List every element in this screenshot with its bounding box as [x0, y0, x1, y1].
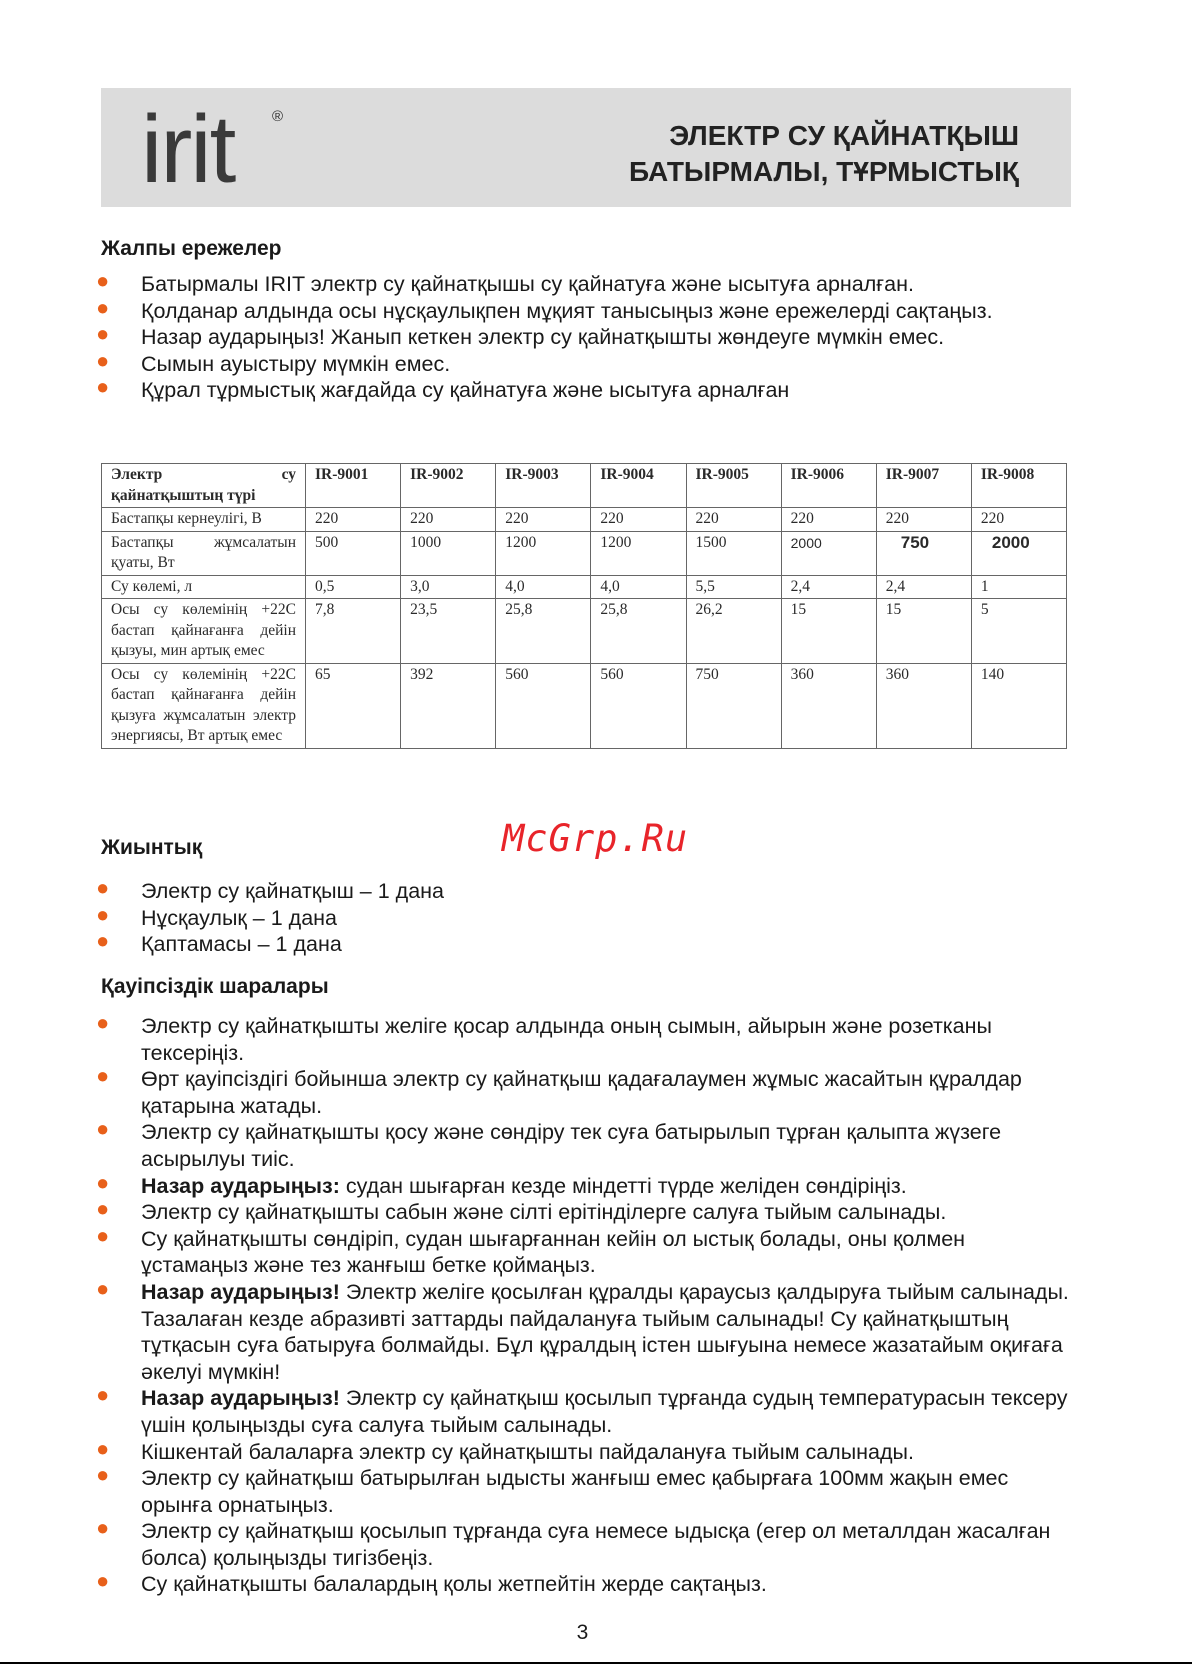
list-item: ● Қолданар алдында осы нұсқаулықпен мұқият танысыңыз және ережелерді сақтаңыз. [96, 294, 993, 323]
table-header-label: Электр су қайнатқыштың түрі [102, 464, 306, 508]
bullet-icon: ● [96, 1169, 110, 1195]
model-header: IR-9005 [686, 464, 781, 508]
list-item: ● Нұсқаулық – 1 дана [96, 901, 337, 930]
table-cell: 15 [876, 599, 971, 664]
table-cell: 220 [686, 508, 781, 532]
table-cell: 560 [591, 663, 686, 748]
table-cell: 4,0 [591, 575, 686, 599]
table-cell: 25,8 [496, 599, 591, 664]
table-cell: 26,2 [686, 599, 781, 664]
model-header: IR-9007 [876, 464, 971, 508]
table-cell: 25,8 [591, 599, 686, 664]
table-cell: 3,0 [401, 575, 496, 599]
kit-list [96, 875, 1076, 958]
general-heading: Жалпы ережелер [101, 237, 282, 260]
table-cell: 750 [876, 531, 971, 575]
model-header: IR-9001 [306, 464, 401, 508]
bottom-rule [0, 1662, 1192, 1664]
table-cell: 560 [496, 663, 591, 748]
table-cell: 15 [781, 599, 876, 664]
list-item: ● Электр су қайнатқыш батырылған ыдысты жанғыш емес қабырғаға 100мм жақын емес орынға орнатыңыз. [96, 1462, 1009, 1517]
bullet-icon: ● [96, 1515, 110, 1541]
list-item: ● Электр су қайнатқышты желіге қосар алдында оның сымын, айырын және розетканы тексеріңіз. [96, 1010, 992, 1065]
list-item: ● Электр су қайнатқыш қосылып тұрғанда суға немесе ыдысқа (егер ол металлдан жасалған болса) қолыңызды тигізбеңіз. [96, 1515, 1051, 1570]
watermark: McGrp.Ru [502, 817, 689, 860]
table-cell: 2000 [971, 531, 1066, 575]
bullet-icon: ● [96, 1462, 110, 1488]
bullet-icon: ● [96, 1222, 110, 1248]
list-item: ● Сымын ауыстыру мүмкін емес. [96, 347, 451, 376]
list-item: ● Электр су қайнатқышты сабын және сілті ерітінділерге салуға тыйым салынады. [96, 1196, 947, 1225]
list-item: ● Назар аударыңыз: судан шығарған кезде міндетті түрде желіден сөндіріңіз. [96, 1169, 907, 1198]
table-row [102, 575, 1067, 599]
table-cell: 4,0 [496, 575, 591, 599]
list-item: ● Су қайнатқышты балалардың қолы жетпейтін жерде сақтаңыз. [96, 1568, 767, 1597]
table-row [102, 508, 1067, 532]
table-cell: 7,8 [306, 599, 401, 664]
model-header: IR-9004 [591, 464, 686, 508]
table-row [102, 663, 1067, 748]
bullet-icon: ● [96, 1196, 110, 1222]
table-cell: 220 [496, 508, 591, 532]
table-cell: 1500 [686, 531, 781, 575]
list-item: ● Құрал тұрмыстық жағдайда су қайнатуға және ысытуға арналған [96, 374, 790, 403]
bullet-icon: ● [96, 321, 110, 347]
list-item: ● Назар аударыңыз! Жанып кеткен электр су қайнатқышты жөндеуге мүмкін емес. [96, 321, 945, 350]
row-label: Осы су көлемінің +22С бастап қайнағанға дейін қызуға жұмсалатын электр энергиясы, Вт артық емес [102, 663, 306, 748]
general-list [96, 268, 1076, 404]
table-header-row [102, 464, 1067, 508]
bullet-icon: ● [96, 1568, 110, 1594]
registered-mark: ® [272, 108, 284, 125]
model-header: IR-9008 [971, 464, 1066, 508]
bullet-icon: ● [96, 374, 110, 400]
bullet-icon: ● [96, 268, 110, 293]
table-cell: 65 [306, 663, 401, 748]
safety-heading: Қауіпсіздік шаралары [101, 975, 329, 998]
table-cell: 23,5 [401, 599, 496, 664]
table-cell: 220 [591, 508, 686, 532]
table-row [102, 599, 1067, 664]
table-cell: 360 [781, 663, 876, 748]
kit-heading: Жиынтық [101, 836, 203, 859]
list-item: ● Кішкентай балаларға электр су қайнатқышты пайдалануға тыйым салынады. [96, 1435, 914, 1464]
table-cell: 2000 [781, 531, 876, 575]
row-label: Осы су көлемінің +22С бастап қайнағанға дейін қызуы, мин артық емес [102, 599, 306, 664]
bullet-icon: ● [96, 347, 110, 373]
safety-list [96, 1010, 1076, 1598]
bullet-icon: ● [96, 875, 110, 900]
table-row [102, 531, 1067, 575]
bullet-icon: ● [96, 901, 110, 927]
table-cell: 220 [306, 508, 401, 532]
table-cell: 1200 [591, 531, 686, 575]
bullet-icon: ● [96, 1435, 110, 1461]
bullet-icon: ● [96, 928, 110, 954]
table-cell: 1 [971, 575, 1066, 599]
table-cell: 220 [401, 508, 496, 532]
list-item: ● Өрт қауіпсіздігі бойынша электр су қайнатқыш қадағалаумен жұмыс жасайтын құралдар қатарына жатады. [96, 1063, 1022, 1118]
table-cell: 1000 [401, 531, 496, 575]
row-label: Бастапқы кернеулігі, В [102, 508, 306, 532]
irit-logo [141, 102, 291, 194]
bullet-icon: ● [96, 294, 110, 320]
list-item: ● Су қайнатқышты сөндіріп, судан шығарғаннан кейін ол ыстық болады, оны қолмен ұстамаңыз және тез жанғыш бетке қоймаңыз. [96, 1222, 966, 1278]
model-header: IR-9002 [401, 464, 496, 508]
list-item: ● Назар аударыңыз! Электр су қайнатқыш қосылып тұрғанда судың температурасын тексеру үшін қолыңызды суға салуға тыйым салынады. [96, 1382, 1068, 1437]
model-header: IR-9003 [496, 464, 591, 508]
table-cell: 750 [686, 663, 781, 748]
bullet-icon: ● [96, 1116, 110, 1142]
table-cell: 0,5 [306, 575, 401, 599]
svg-text:irit: irit [141, 102, 235, 194]
table-cell: 500 [306, 531, 401, 575]
table-cell: 220 [971, 508, 1066, 532]
table-cell: 5 [971, 599, 1066, 664]
table-cell: 2,4 [876, 575, 971, 599]
table-cell: 5,5 [686, 575, 781, 599]
table-cell: 392 [401, 663, 496, 748]
page-number: 3 [576, 1621, 589, 1644]
table-cell: 2,4 [781, 575, 876, 599]
row-label: Бастапқы жұмсалатын қуаты, Вт [102, 531, 306, 575]
table-cell: 220 [876, 508, 971, 532]
row-label: Су көлемі, л [102, 575, 306, 599]
list-item: ● Назар аударыңыз! Электр желіге қосылған құралды қараусыз қалдыруға тыйым салынады. Тазалаған кезде абразивті заттарды пайдалануға тыйым салынады! Су қайнатқыштың тұтқасын суға батыруға болмайды. Бұл құралдың істен шығуына немесе жазатайым оқиғаға әкелуі мүмкін! [96, 1275, 1069, 1384]
table-cell: 220 [781, 508, 876, 532]
list-item: ● Қаптамасы – 1 дана [96, 928, 342, 957]
list-item: ● Электр су қайнатқыш – 1 дана [96, 875, 444, 903]
list-item: ● Электр су қайнатқышты қосу және сөндіру тек суға батырылып тұрған қалыпта жүзеге асырылуы тиіс. [96, 1116, 1002, 1171]
page-title: ЭЛЕКТР СУ ҚАЙНАТҚЫШ БАТЫРМАЛЫ, ТҰРМЫСТЫҚ [628, 120, 1019, 187]
table-cell: 140 [971, 663, 1066, 748]
bullet-icon: ● [96, 1275, 110, 1301]
bullet-icon: ● [96, 1010, 110, 1035]
table-cell: 1200 [496, 531, 591, 575]
bullet-icon: ● [96, 1382, 110, 1408]
spec-table [101, 463, 1067, 749]
header-banner [101, 88, 1071, 207]
model-header: IR-9006 [781, 464, 876, 508]
list-item: ● Батырмалы IRIT электр су қайнатқышы су қайнатуға және ысытуға арналған. [96, 268, 914, 296]
table-cell: 360 [876, 663, 971, 748]
bullet-icon: ● [96, 1063, 110, 1089]
